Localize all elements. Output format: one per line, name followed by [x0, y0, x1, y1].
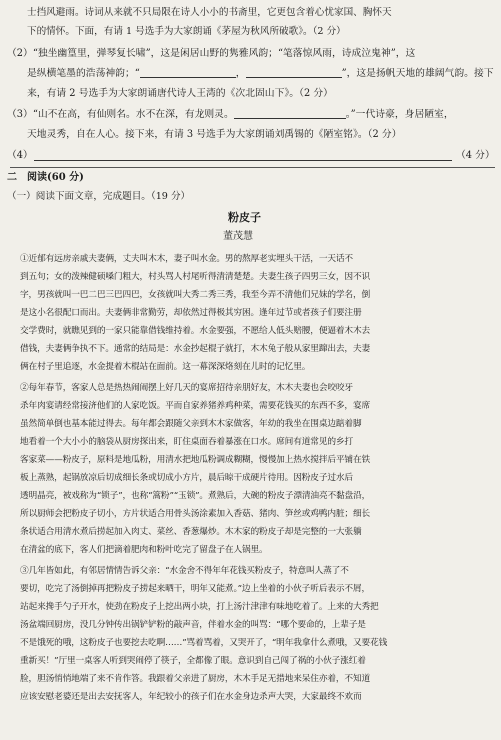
- question-3-prefix: （3）“山不在高，有仙则名。水不在深，有龙则灵。: [7, 109, 234, 120]
- section-heading: 二 阅读(60 分): [7, 172, 84, 183]
- article-line: 客家菜——粉皮子，原料是地瓜粉，用清水把地瓜粉调成糊糊，慢慢加上热水搅拌后平铺在铁: [20, 455, 371, 465]
- question-3-suffix: 。”一代诗豪，身居陋室，: [345, 109, 454, 120]
- sub-heading: （一）阅读下面文章，完成题目。（19 分）: [7, 191, 191, 202]
- article-line: 杀年肉宴请经常接济他们的人家吃饭。平而自家养猪养鸡种菜，需要花钱买的东西不多，宴席: [20, 401, 371, 411]
- article-line: 地看着一个大小小的脑袋从厨房探出来，盯住桌面吞着暴涨在口水。席间有道常见的乡打: [20, 437, 353, 447]
- article-line: 俩在村子里追逐，水金提着木棍站在面前。这一幕深深烙刻在儿时的记忆里。: [20, 362, 311, 372]
- section-divider: [10, 167, 495, 168]
- article-line: ③几年皆如此，有邻居情情告诉父亲：“水金舍不得年年花钱买粉皮子，特意叫人蒸了不: [20, 566, 349, 576]
- top-line-2: 下的情怀。下面，有请 1 号选手为大家朗诵《茅屋为秋风所破歌》。（2 分）: [27, 26, 346, 37]
- answer-blank-4[interactable]: [34, 150, 452, 161]
- question-4-label: （4）: [7, 150, 33, 161]
- answer-blank-3[interactable]: [234, 108, 346, 119]
- question-2-suffix: ”，这是扬帆天地的雄阔气韵。接下: [341, 68, 494, 79]
- article-line: ①近郁有远房亲戚夫妻俩，丈夫叫木木，妻子叫水金。男的熬厚老实埋头干活，一天话不: [20, 254, 353, 264]
- answer-blank-1[interactable]: [140, 67, 236, 78]
- article-line: 借钱，夫妻俩争执不下。通常的结局是：水金抄起棍子就打，木木兔子般从家里蹿出去，夫妻: [20, 344, 371, 354]
- question-2-line-2: [27, 67, 494, 80]
- article-line: 汤盆端回厨房，没几分钟传出锅铲铲粉的敲声音，伴着水金的叫骂：“哪个要命的，上辈子是: [20, 620, 366, 630]
- article-author: 董茂慧: [223, 231, 253, 242]
- question-4-score: （4 分）: [456, 150, 495, 161]
- article-line: 脸，胆汤悄悄地端了来不肯作答。我跟着父亲进了厨房，木木手足无措地来呆住亦着，不知道: [20, 674, 371, 684]
- article-line: 板上蒸熟，起锅放凉后切成细长条或切成小方片，晨后晾干成硬片待用。因粉皮子过水后: [20, 473, 353, 483]
- article-line: 字，男孩就叫一巴二巴三巴四巴，女孩就叫大秀二秀三秀，我至今弄不清他们兄妹的学名，倒: [20, 290, 371, 300]
- article-line: 是这小名很配口而出。夫妻俩非常勤劳，却依然过得极其穷困。逢年过节或者孩子们要注册: [20, 308, 362, 318]
- question-2-line-1: （2）“独坐幽篁里，弹琴复长啸”，这是闲居山野的隽雅风韵；“笔落惊风雨，诗成泣鬼神”，这: [7, 48, 416, 59]
- answer-blank-2[interactable]: [246, 67, 342, 78]
- article-title: 粉皮子: [228, 211, 261, 224]
- article-line: 透明晶亮，被戏称为“锁子”，也称“篙粉”“玉锁”。煮熟后，大碗的粉皮子漂清油亮不黏盘沿，: [20, 491, 371, 501]
- article-line: 不是饿死的哦，这粉皮子也要挖去吃啊……”骂着骂着，又哭开了，“明年我拿什么煮哦，又要花钱: [20, 638, 388, 648]
- article-line: 在清盆的底下，客人们把滴着肥肉和粉叶吃完了留盘子在人锅里。: [20, 545, 268, 555]
- article-line: ②每年春节，客家人总是热热闹闹摆上好几天的宴席招待亲朋好友，木木夫妻也会咬咬牙: [20, 383, 353, 393]
- article-line: 站起来搀手勺子开水，使劲在粉皮子上挖出两小块，打上汤汁津津有味地吃着了。上来的大秀把: [20, 602, 379, 612]
- question-2-prefix: 是纵横笔墨的浩荡神韵；“: [27, 68, 140, 79]
- article-line: 虽然简单倒也基本能过得去。每年都会跟随父亲到木木家做客，年幼的我坐在围桌边踮着脚: [20, 419, 362, 429]
- article-line: 到五句；女的泼辣健硕嗓门粗大，村头骂人村尾听得清清楚楚。夫妻生孩子四男三女，因不识: [20, 272, 371, 282]
- question-3-line-2: 天地灵秀，自在人心。接下来，有请 3 号选手为大家朗诵刘禹锡的《陋室铭》。（2 分）: [27, 129, 402, 140]
- article-line: 条状适合用清水煮后捞起加入肉丈、菜丝、香葱爆炒。木木家的粉皮子却是完整的一大张躺: [20, 527, 362, 537]
- article-line: 应该安慰老婆还是出去安抚客人，年纪较小的孩子们在水金身边杀声大哭，大家最终不欢而: [20, 692, 362, 702]
- question-3-line-1: [7, 108, 454, 121]
- question-2-comma: ，: [235, 68, 246, 79]
- article-line: 要切，吃完了汤倒掉再把粉皮子捞起来晒干，明年又能煮。”边上坐着的小伙子听后表示不屑，: [20, 584, 370, 594]
- top-line-1: 士挡风避雨。诗词从来就不只局限在诗人小小的书斋里，它更包含着心忧家国、胸怀天: [27, 7, 392, 18]
- article-line: 重新买！”厅里一桌客人听到哭闹停了筷子，全都像了眼。意识到自己闯了祸的小伙子涨红着: [20, 656, 366, 666]
- question-2-line-3: 来，有请 2 号选手为大家朗诵唐代诗人王湾的《次北固山下》。（2 分）: [27, 88, 333, 99]
- article-line: 交学费时，就瞧见到的一家只能靠借钱维持着。水金要强，不愿给人低头赔腰，便逼着木木去: [20, 326, 371, 336]
- article-line: 所以厨师会把粉皮子切小，方片状适合用骨头汤涂素加入香菇、猪肉、笋丝或鸡鸭内脏；细长: [20, 509, 371, 519]
